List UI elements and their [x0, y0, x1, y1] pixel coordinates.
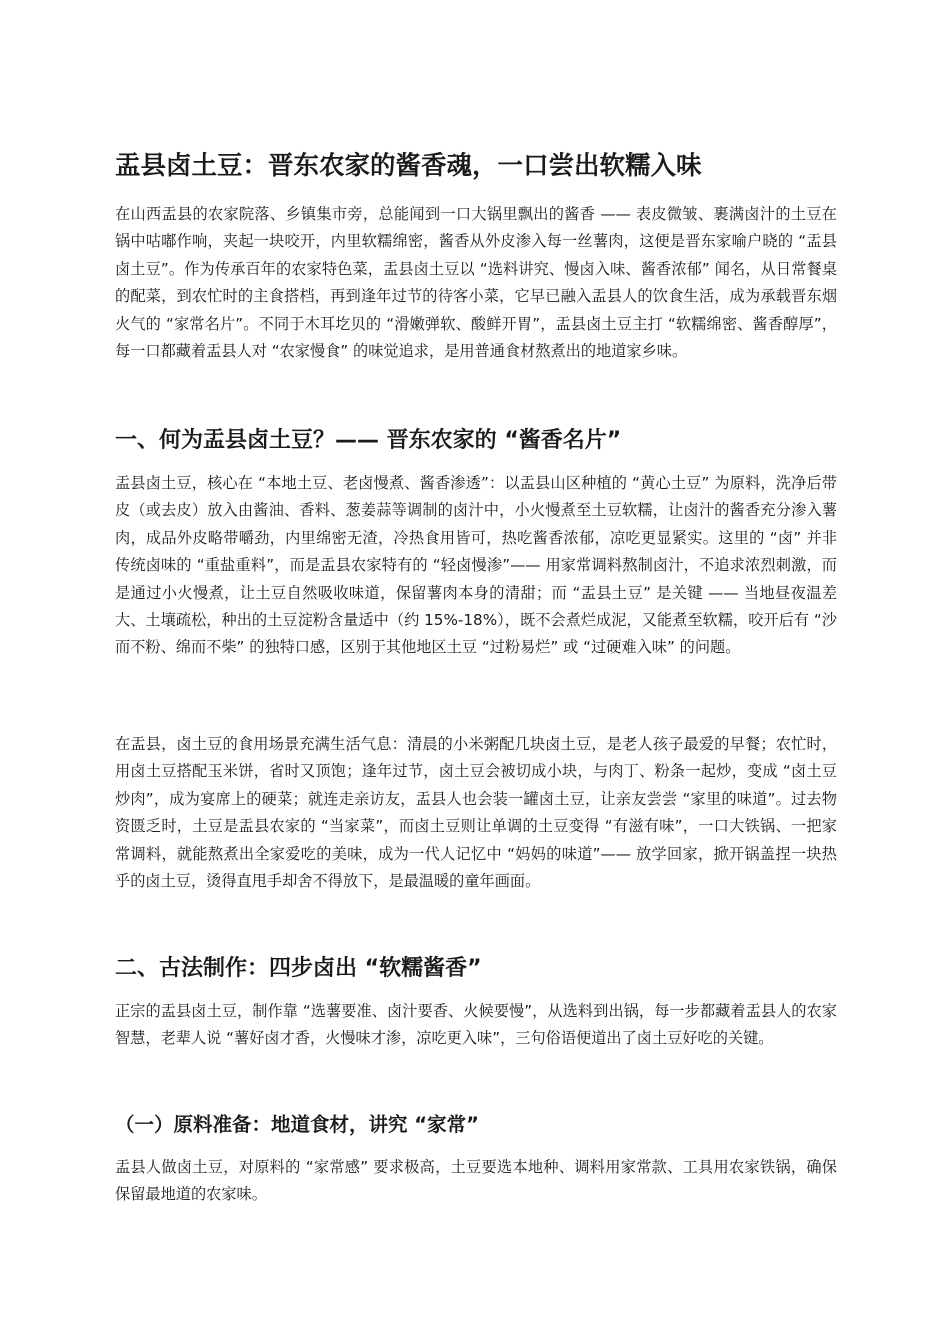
section-2-paragraph: 正宗的盂县卤土豆，制作靠 “选薯要准、卤汁要香、火候要慢”，从选料到出锅，每一步都藏着盂县人的农家智慧，老辈人说 “薯好卤才香，火慢味才渗，凉吃更入味”，三句俗语便道出了卤土豆好吃的关键。 [115, 1002, 837, 1048]
section-1-paragraph-2: 在盂县，卤土豆的食用场景充满生活气息：清晨的小米粥配几块卤土豆，是老人孩子最爱的早餐；农忙时，用卤土豆搭配玉米饼，省时又顶饱；逢年过节，卤土豆会被切成小块，与肉丁、粉条一起炒，变成 “卤土豆炒肉”，成为宴席上的硬菜；就连走亲访友，盂县人也会装一罐卤土豆，让亲友尝尝 “家里的味道”。过去物资匮乏时，土豆是盂县农家的 “当家菜”，而卤土豆则让单调的土豆变得 “有滋有味”，一口大铁锅、一把家常调料，就能熬煮出全家爱吃的美味，成为一代人记忆中 “妈妈的味道”—— 放学回家，掀开锅盖捏一块热乎的卤土豆，烫得直甩手却舍不得放下，是最温暖的童年画面。 [115, 735, 837, 891]
intro-paragraph: 在山西盂县的农家院落、乡镇集市旁，总能闻到一口大锅里飘出的酱香 —— 表皮微皱、裹满卤汁的土豆在锅中咕嘟作响，夹起一块咬开，内里软糯绵密，酱香从外皮渗入每一丝薯肉，这便是晋东家喻户晓的 “盂县卤土豆”。作为传承百年的农家特色菜，盂县卤土豆以 “选料讲究、慢卤入味、酱香浓郁” 闻名，从日常餐桌的配菜，到农忙时的主食搭档，再到逢年过节的待客小菜，它早已融入盂县人的饮食生活，成为承载晋东烟火气的 “家常名片”。不同于木耳圪贝的 “滑嫩弹软、酸鲜开胃”，盂县卤土豆主打 “软糯绵密、酱香醇厚”，每一口都藏着盂县人对 “农家慢食” 的味觉追求，是用普通食材熬煮出的地道家乡味。 [115, 205, 837, 361]
subsection-1-heading: （一）原料准备：地道食材，讲究 “家常” [115, 1113, 479, 1136]
subsection-1-paragraph: 盂县人做卤土豆，对原料的 “家常感” 要求极高，土豆要选本地种、调料用家常款、工具用农家铁锅，确保保留最地道的农家味。 [115, 1158, 837, 1204]
article-title: 盂县卤土豆：晋东农家的酱香魂，一口尝出软糯入味 [115, 151, 702, 181]
section-1-paragraph-1: 盂县卤土豆，核心在 “本地土豆、老卤慢煮、酱香渗透”：以盂县山区种植的 “黄心土豆” 为原料，洗净后带皮（或去皮）放入由酱油、香料、葱姜蒜等调制的卤汁中，小火慢煮至土豆软糯，让卤汁的酱香充分渗入薯肉，成品外皮略带嚼劲，内里绵密无渣，冷热食用皆可，热吃酱香浓郁，凉吃更显紧实。这里的 “卤” 并非传统卤味的 “重盐重料”，而是盂县农家特有的 “轻卤慢渗”—— 用家常调料熬制卤汁，不追求浓烈刺激，而是通过小火慢煮，让土豆自然吸收味道，保留薯肉本身的清甜；而 “盂县土豆” 是关键 —— 当地昼夜温差大、土壤疏松，种出的土豆淀粉含量适中（约 15%-18%），既不会煮烂成泥，又能煮至软糯，咬开后有 “沙而不粉、绵而不柴” 的独特口感，区别于其他地区土豆 “过粉易烂” 或 “过硬难入味” 的问题。 [115, 474, 837, 657]
section-2-heading: 二、古法制作：四步卤出 “软糯酱香” [115, 956, 482, 981]
section-1-heading: 一、何为盂县卤土豆？—— 晋东农家的 “酱香名片” [115, 428, 622, 453]
